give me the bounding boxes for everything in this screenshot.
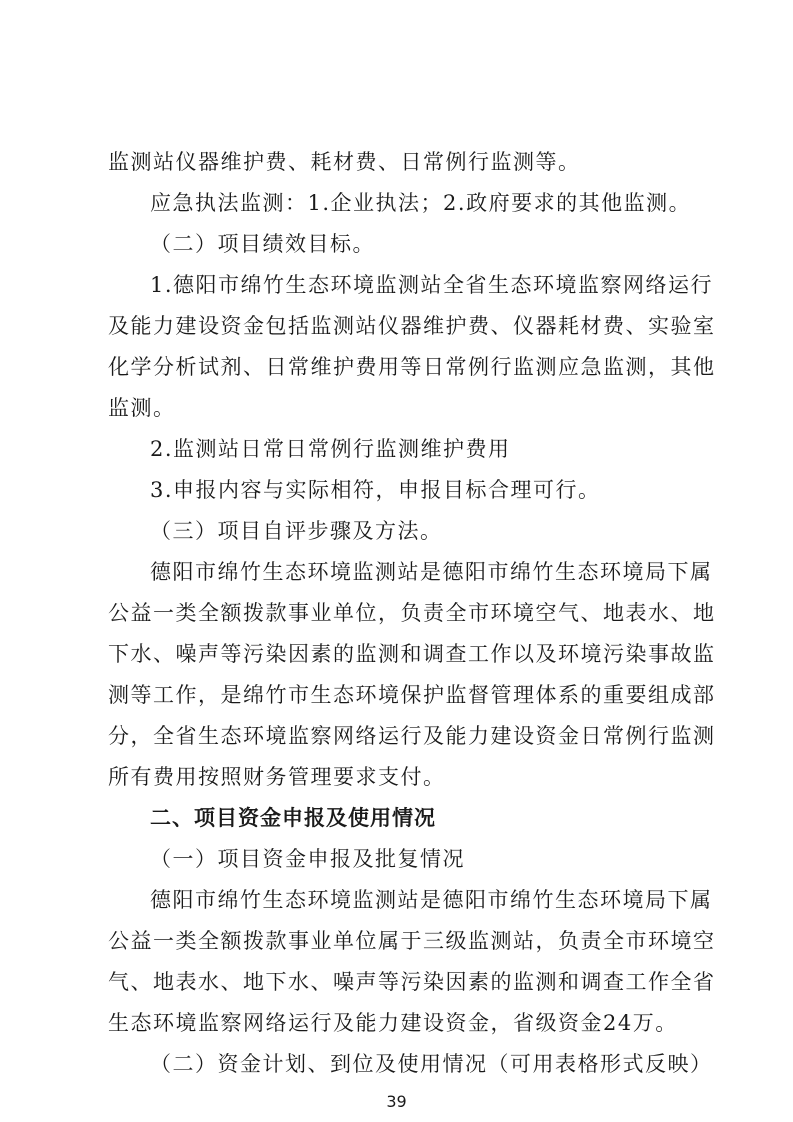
body-text-line: 2.监测站日常日常例行监测维护费用 (150, 437, 511, 461)
body-text-line: 化学分析试剂、日常维护费用等日常例行监测应急监测，其他 (108, 355, 716, 379)
body-text-line: 3.申报内容与实际相符，申报目标合理可行。 (150, 478, 601, 502)
body-text-line: 气、地表水、地下水、噪声等污染因素的监测和调查工作全省 (108, 970, 716, 994)
body-text-line: 下水、噪声等污染因素的监测和调查工作以及环境污染事故监 (108, 642, 716, 666)
body-text-line: 生态环境监察网络运行及能力建设资金，省级资金24万。 (108, 1011, 678, 1035)
body-text-line: 公益一类全额拨款事业单位属于三级监测站，负责全市环境空 (108, 929, 716, 953)
body-text-line: 及能力建设资金包括监测站仪器维护费、仪器耗材费、实验室 (108, 314, 716, 338)
section-heading: 二、项目资金申报及使用情况 (150, 806, 436, 830)
subsection-heading: （二）项目绩效目标。 (150, 232, 375, 256)
subsection-heading: （三）项目自评步骤及方法。 (150, 519, 443, 543)
body-text-line: 应急执法监测：1.企业执法；2.政府要求的其他监测。 (150, 191, 692, 215)
body-text-line: 德阳市绵竹生态环境监测站是德阳市绵竹生态环境局下属 (150, 888, 713, 912)
body-text-line: 公益一类全额拨款事业单位，负责全市环境空气、地表水、地 (108, 601, 716, 625)
body-text-line: 1.德阳市绵竹生态环境监测站全省生态环境监察网络运行 (150, 273, 714, 297)
body-text-line: 分，全省生态环境监察网络运行及能力建设资金日常例行监测 (108, 724, 716, 748)
body-text-line: 德阳市绵竹生态环境监测站是德阳市绵竹生态环境局下属 (150, 560, 713, 584)
body-text-line: 测等工作，是绵竹市生态环境保护监督管理体系的重要组成部 (108, 683, 716, 707)
body-text-line: 所有费用按照财务管理要求支付。 (108, 765, 446, 789)
subsection-heading: （一）项目资金申报及批复情况 (150, 847, 465, 871)
body-text-line: 监测。 (108, 396, 176, 420)
subsection-heading: （二）资金计划、到位及使用情况（可用表格形式反映） (150, 1052, 713, 1076)
page-number: 39 (386, 1092, 407, 1111)
body-text-line: 监测站仪器维护费、耗材费、日常例行监测等。 (108, 150, 581, 174)
